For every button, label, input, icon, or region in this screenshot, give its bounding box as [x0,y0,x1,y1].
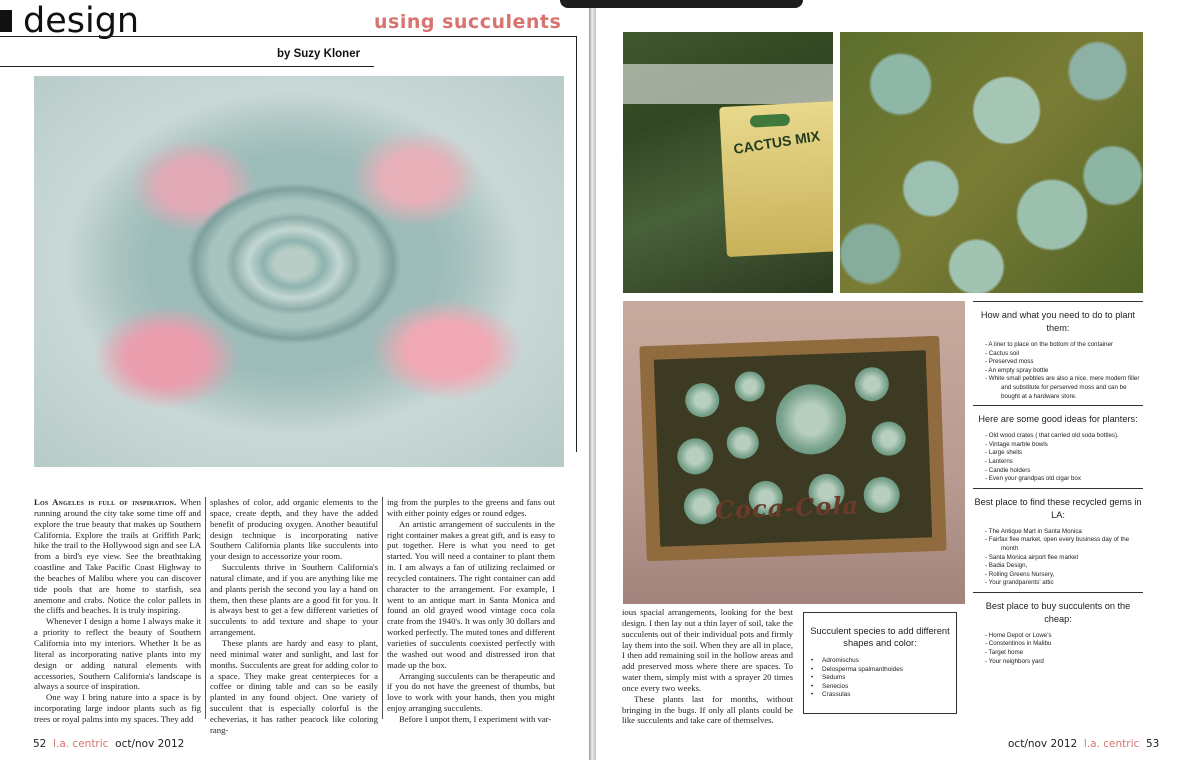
crate-succulent [734,371,765,402]
page-number: 53 [1145,738,1160,750]
sidebar-item: - A liner to place on the bottom of the container [985,341,1113,348]
page-number: 52 [33,738,47,750]
crate-succulent [863,476,900,513]
column-rule [205,497,206,719]
sidebar-item: - Constentinos in Malibu [985,640,1052,648]
soil-bag [719,101,833,257]
succulent-wall-photo [840,32,1143,293]
sidebar-heading: Best place to buy succulents on the cheap: [985,600,1131,624]
crate-succulent [677,438,714,475]
sidebar-list [973,522,1143,592]
publication-name: l.a. centric [53,738,109,750]
bag-label: CACTUS MIX [732,127,821,157]
article-title: using succulents [374,11,562,33]
crate-succulent [871,421,906,456]
column-rule [382,497,383,719]
publication-name: l.a. centric [1083,738,1140,750]
sidebar-item: - An empty spray bottle [985,366,1049,374]
sidebar-section-planting [973,301,1143,405]
sidebar-item: - Target home [985,649,1024,657]
article-paragraph: Arranging succulents can be therapeutic and if you do not have the greenest of thumbs, but love to work with your hands, then you might enjoy arranging succulents. [387,670,555,714]
sidebar-list [973,626,1143,670]
crate-label: Coca-Cola [714,490,860,525]
byline: by Suzy Kloner [277,48,361,60]
sidebar-list [973,426,1143,488]
section-title: design [23,1,140,41]
article-column-2 [210,497,378,736]
sidebar-item: - Cactus soil [985,349,1020,357]
sidebar-item: - Home Depot or Lowe's [985,631,1052,639]
article-paragraph: ious spacial arrangements, looking for the best design. I then lay out a thin layer of soil, take the succulents out of their individual pots and firmly lay them into the soil. When they are all in place, I then add remaining soil in the hollow areas and add preserved moss where there are spaces. To water them, simply mist with a sprayer 20 times once every two weeks. [622,607,793,693]
sidebar-heading: How and what you need to do to plant them: [980,310,1136,333]
article-paragraph: Succulents thrive in Southern California's natural climate, and if you are anything like me and plants perish the second you lay a hand on them, then these plants are a good fit for you. It is always best to get a few different varieties of succulents to add texture and shape to your arrangement. [210,562,378,638]
tips-sidebar [973,301,1143,670]
bag-logo [750,114,791,128]
sidebar-item: - Santa Monica airport flee market [985,553,1079,561]
sidebar-section-recycled-gems [973,488,1143,592]
crate-succulent [775,383,847,455]
species-item: • Adromischus [808,657,952,666]
sidebar-item: - The Antique Mart in Santa Monica [985,527,1082,535]
sidebar-item: - Vintage marble bowls [985,440,1048,448]
wood-crate [639,336,946,561]
left-page [0,0,589,760]
article-column-4 [622,607,793,726]
cactus-mix-photo [623,32,833,293]
sidebar-item: - Large shells [985,449,1023,457]
sidebar-item: - Badia Design, [985,562,1028,570]
article-column-1 [34,497,201,725]
sidebar-item: - Even your grandpas old cigar box [985,475,1081,483]
page-spine [589,0,596,760]
article-paragraph: splashes of color, add organic elements to the space, create depth, and they have the added benefit of producing oxygen. Another beautiful design technique is incorporating native Southern California plants like succulents into your design to accessorize your room. [210,497,378,562]
species-item: • Crassulas [808,691,952,700]
sidebar-section-buy-succulents [973,592,1143,670]
crate-succulent [854,367,889,402]
sidebar-item: - Preserved moss [985,358,1034,366]
header-rule [0,66,374,67]
species-item: • Sedums [808,674,952,683]
sidebar-item: - White small pebbles are also a nice, mere modern filler and substitute for perserved moss and can be bought at a hardware store. [985,375,1140,400]
species-item: • Delosperma spalmanthoides [808,666,952,675]
article-paragraph: Whenever I design a home I always make it a priority to reflect the beauty of Southern California into my interiors. Whether It be as literal as incorporating native plants into my design or adding natural elements with accessories, Southern California's landscape is always a source of inspiration. [34,616,201,692]
article-paragraph: One way I bring nature into a space is by incorporating large indoor plants such as fig trees or royal palms into my spaces. They add [34,692,201,724]
sidebar-item: - Your grandparents' attic [985,579,1054,587]
species-box [803,612,957,714]
sidebar-heading: Best place to find these recycled gems in LA: [974,496,1142,520]
species-box-title: Succulent species to add different shapes and color: [810,626,950,648]
article-paragraph: Before I unpot them, I experiment with var- [399,713,552,724]
article-paragraph: Los Angeles is full of inspiration. When running around the city take some time off and explore the true beauty that makes up Southern California. Explore the trails at Griffith Park; hike the trail to the Hollywood sign and see LA from a bird's eye view. See the breathtaking coastline and Take Pacific Coast Highway to the beaches of Malibu where you can discover tide pools that are home to starfish, sea anemone and crabs. Notice the color pallets in the cliffs and beaches. It is truly inspiring. [34,497,201,616]
folio-right [1008,737,1159,751]
sidebar-section-planters [973,405,1143,488]
sidebar-item: - Rolling Greens Nursery, [985,570,1055,578]
issue-date: oct/nov 2012 [1008,738,1078,750]
echeveria-photo [34,76,564,467]
viewer-top-bar [560,0,803,8]
article-paragraph: ing from the purples to the greens and fans out with either pointy edges or round edges. [387,497,555,518]
moss-bag [623,64,833,104]
article-paragraph: These plants last for months, without bringing in the bugs. If only all plants could be like succulents and take care of themselves. [622,693,793,726]
sidebar-item: - Fairfax flee market, open every business day of the month [985,536,1130,552]
crate-succulent [726,426,759,459]
lead-caps: Los Angeles is full of inspiration. [34,497,177,507]
sidebar-heading: Here are some good ideas for planters: [978,414,1138,425]
species-item: • Senecios [808,683,952,692]
species-list [808,657,952,700]
crate-succulent [685,383,720,418]
sidebar-item: - Lanterns [985,457,1013,465]
sidebar-list [973,335,1143,405]
article-column-3 [387,497,555,725]
sidebar-item: - Old wood crates ( that carried old soda bottles). [985,432,1119,440]
article-paragraph: An artistic arrangement of succulents in the right container makes a great gift, and is easy to put together. Here is what you need to get started. You will need a container to plant them in. I am always a fan of utilizing reclaimed or recycled containers. The right container can add character to the arrangement. For example, I went to an antique mart in Santa Monica and found an old grayed wood vintage coca cola crate from the 1940's. It was only 30 dollars and worked perfectly. The muted tones and different varieties of succulents coexisted perfectly with the washed out wood and distressed iron that made up the box. [387,518,555,670]
sidebar-item: - Your neighbors yard [985,657,1044,665]
crate-planter-photo [623,301,965,604]
sidebar-item: - Candle holders [985,466,1031,474]
folio-left [33,737,184,751]
black-square-icon [0,10,12,32]
article-paragraph: These plants are hardy and easy to plant, need minimal water and sunlight, and last for months. Succulents are great for adding color to a space. They make great centerpieces for a coffee or dining table and can so be easily planted in any found object. One variety of succulent that is especially colorful is the echeverias, it has rather peacock like coloring rang- [210,637,378,735]
issue-date: oct/nov 2012 [115,738,185,750]
